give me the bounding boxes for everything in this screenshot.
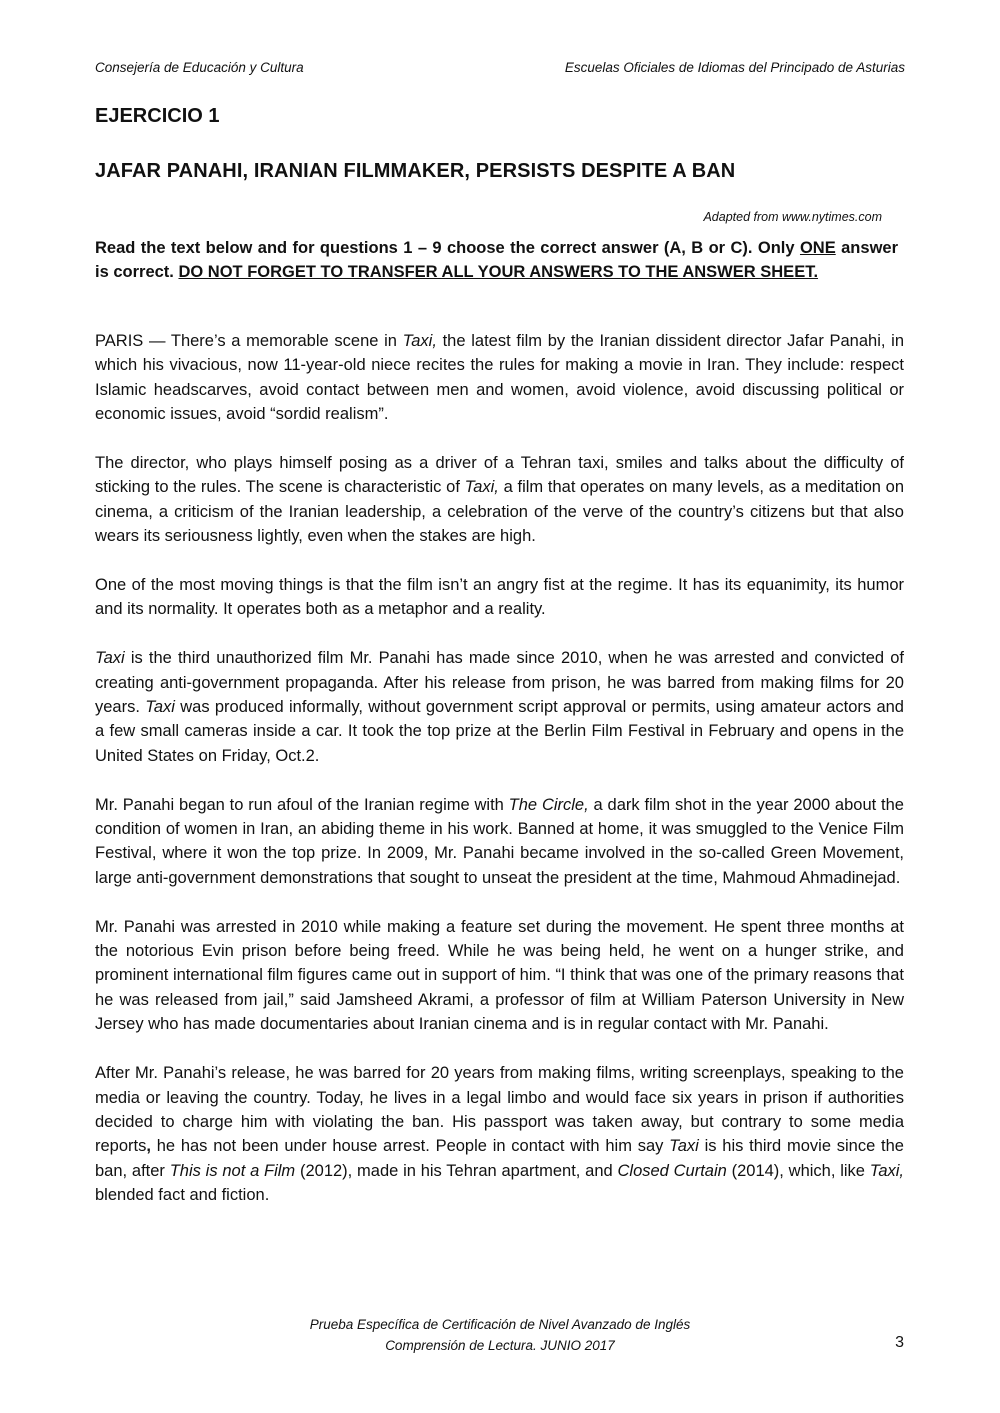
film-title: Taxi, xyxy=(464,478,499,497)
paragraph-7 xyxy=(95,1061,904,1207)
film-title: Taxi xyxy=(95,649,125,668)
article-title: JAFAR PANAHI, IRANIAN FILMMAKER, PERSISTS DESPITE A BAN xyxy=(95,160,736,182)
text-run: Mr. Panahi began to run afoul of the Iranian regime with xyxy=(95,795,509,814)
text-run: was produced informally, without government script approval or permits, using amateur actors and a few small cameras inside a car. It took the top prize at the Berlin Film Festival in February and opens in the United States on Friday, Oct.2. xyxy=(95,698,904,765)
footer xyxy=(0,1314,1000,1356)
film-title: Closed Curtain xyxy=(617,1161,727,1180)
instructions-warning: DO NOT FORGET TO TRANSFER ALL YOUR ANSWERS TO THE ANSWER SHEET. xyxy=(178,263,819,281)
text-run: The director, who plays himself posing as a driver of a Tehran taxi, smiles and talks about the difficulty of sticking to the rules. The scene is characteristic of xyxy=(95,454,904,497)
text-run: (2014), which, like xyxy=(726,1161,870,1180)
source-attribution: Adapted from www.nytimes.com xyxy=(703,210,882,224)
paragraph-5 xyxy=(95,793,904,891)
page-number: 3 xyxy=(895,1334,904,1351)
text-run: the latest film by the Iranian dissident director Jafar Panahi, in which his vivacious, now 11-year-old niece recites the rules for making a movie in Iran. They include: respect Islamic headscarves, avoid contact between men and women, avoid violence, avoid discussing political or economic issues, avoid “sordid realism”. xyxy=(95,332,905,424)
text-run: blended fact and fiction. xyxy=(95,1186,270,1205)
text-run: he has not been under house arrest. People in contact with him say xyxy=(150,1137,670,1156)
film-title: The Circle, xyxy=(508,795,589,814)
paragraph-3: One of the most moving things is that the film isn’t an angry fist at the regime. It has its equanimity, its humor and its normality. It operates both as a metaphor and a reality. xyxy=(95,576,904,619)
text-run: PARIS — There’s a memorable scene in xyxy=(95,332,403,350)
film-title: Taxi, xyxy=(402,332,437,350)
text-run: is the third unauthorized film Mr. Panahi has made since 2010, when he was arrested and convicted of creating anti-government propaganda. After his release from prison, he was barred from making films for 20 years. xyxy=(95,649,904,717)
header-left: Consejería de Educación y Cultura xyxy=(95,60,304,75)
film-title: Taxi xyxy=(145,698,175,717)
text-run: a film that operates on many levels, as a meditation on cinema, a criticism of the Iranian leadership, a celebration of the verve of the country’s citizens but that also wears its seriousness lightly, even when the stakes are high. xyxy=(95,478,904,546)
paragraph-6: Mr. Panahi was arrested in 2010 while making a feature set during the movement. He spent three months at the notorious Evin prison before being freed. While he was being held, he went on a hunger strike, and prominent international film figures came out in support of him. “I think that was one of the primary reasons that he was released from jail,” said Jamsheed Akrami, a professor of film at William Paterson University in New Jersey who has made documentaries about Iranian cinema and is in regular contact with Mr. Panahi. xyxy=(95,917,904,1034)
paragraph-2 xyxy=(95,451,904,549)
article-body xyxy=(95,329,904,1232)
paragraph-1 xyxy=(95,329,904,427)
exercise-title: EJERCICIO 1 xyxy=(95,105,220,127)
text-run: a dark film shot in the year 2000 about the condition of women in Iran, an abiding theme in his work. Banned at home, it was smuggled to the Venice Film Festival, where it won the top prize. In 2009, Mr. Panahi became involved in the so-called Green Movement, large anti-government demonstrations that sought to unseat the president at the time, Mahmoud Ahmadinejad. xyxy=(95,795,904,887)
text-run: After Mr. Panahi’s release, he was barred for 20 years from making films, writing screenplays, speaking to the media or leaving the country. Today, he lives in a legal limbo and would face six years in prison if authorities decided to charge him with violating the ban. His passport was taken away, but contrary to some media reports xyxy=(95,1064,904,1156)
footer-line-2: Comprensión de Lectura. JUNIO 2017 xyxy=(385,1338,615,1353)
header-right: Escuelas Oficiales de Idiomas del Principado de Asturias xyxy=(564,60,905,75)
instructions xyxy=(95,236,898,284)
film-title: This is not a Film xyxy=(169,1161,296,1180)
paragraph-4 xyxy=(95,646,904,768)
film-title: Taxi xyxy=(669,1137,699,1156)
film-title: Taxi, xyxy=(869,1161,905,1180)
text-run: (2012), made in his Tehran apartment, and xyxy=(295,1161,618,1180)
instructions-emphasis: ONE xyxy=(799,239,836,257)
text-run: is his third movie since the ban, after xyxy=(95,1137,904,1180)
footer-line-1: Prueba Específica de Certificación de Nivel Avanzado de Inglés xyxy=(309,1317,691,1332)
text-run: , xyxy=(146,1137,151,1156)
instructions-text: answer is correct. xyxy=(95,239,898,281)
instructions-text: Read the text below and for questions 1 – 9 choose the correct answer (A, B or C). Only xyxy=(95,239,800,257)
